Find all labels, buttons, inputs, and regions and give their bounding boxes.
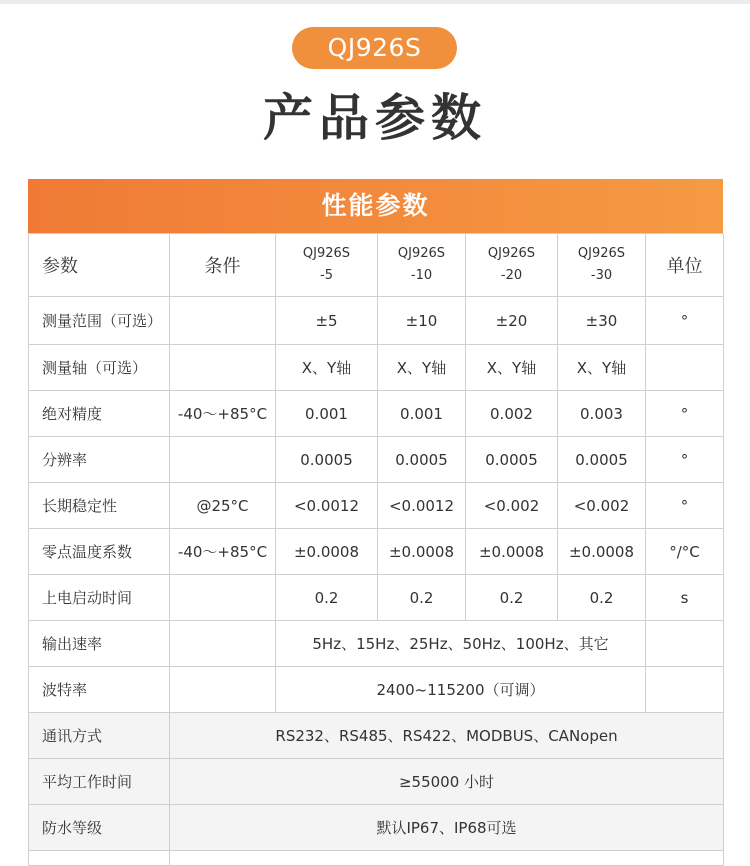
table-row — [29, 575, 724, 621]
table-row — [29, 345, 724, 391]
row-condition — [170, 437, 276, 483]
row-name: 通讯方式 — [29, 713, 170, 759]
table-row — [29, 297, 724, 345]
row-value: 0.0005 — [276, 437, 378, 483]
table-row — [29, 529, 724, 575]
row-value: X、Y轴 — [378, 345, 466, 391]
row-value: 5Hz、15Hz、25Hz、50Hz、100Hz、其它 — [276, 621, 646, 667]
row-value: X、Y轴 — [276, 345, 378, 391]
table-row-partial — [29, 851, 724, 866]
row-value: 0.0005 — [378, 437, 466, 483]
model-badge: QJ926S — [292, 27, 457, 69]
row-value: 0.2 — [558, 575, 646, 621]
table-row — [29, 483, 724, 529]
row-name: 长期稳定性 — [29, 483, 170, 529]
row-value: 0.001 — [378, 391, 466, 437]
row-value: ±0.0008 — [276, 529, 378, 575]
row-value: <0.0012 — [276, 483, 378, 529]
row-value: ±0.0008 — [466, 529, 558, 575]
row-name: 上电启动时间 — [29, 575, 170, 621]
row-value: <0.002 — [558, 483, 646, 529]
row-value: X、Y轴 — [466, 345, 558, 391]
row-unit — [646, 621, 724, 667]
table-row — [29, 805, 724, 851]
page-title: 产品参数 — [263, 88, 487, 147]
row-name: 绝对精度 — [29, 391, 170, 437]
table-row — [29, 759, 724, 805]
row-name: 平均工作时间 — [29, 759, 170, 805]
table-row — [29, 713, 724, 759]
table-row — [29, 437, 724, 483]
row-value: ±30 — [558, 297, 646, 345]
row-unit: ° — [646, 483, 724, 529]
top-divider — [0, 0, 750, 4]
row-condition: -40～+85°C — [170, 529, 276, 575]
spec-table-container — [28, 179, 723, 866]
row-value: ±0.0008 — [558, 529, 646, 575]
row-value: <0.002 — [466, 483, 558, 529]
row-value: <0.0012 — [378, 483, 466, 529]
row-unit: ° — [646, 297, 724, 345]
row-value: 0.0005 — [558, 437, 646, 483]
header-model: QJ926S -20 — [466, 234, 558, 297]
row-value: 0.2 — [466, 575, 558, 621]
row-unit: s — [646, 575, 724, 621]
row-name: 输出速率 — [29, 621, 170, 667]
row-value: 默认IP67、IP68可选 — [170, 805, 724, 851]
row-name: 分辨率 — [29, 437, 170, 483]
header-condition: 条件 — [170, 234, 276, 297]
row-value: 0.001 — [276, 391, 378, 437]
row-name: 测量轴（可选） — [29, 345, 170, 391]
row-value: ±10 — [378, 297, 466, 345]
row-value: X、Y轴 — [558, 345, 646, 391]
row-unit — [646, 345, 724, 391]
spec-table — [28, 233, 724, 866]
row-condition — [170, 575, 276, 621]
header-model: QJ926S -30 — [558, 234, 646, 297]
row-condition: @25°C — [170, 483, 276, 529]
table-header-row — [29, 234, 724, 297]
row-unit: °/°C — [646, 529, 724, 575]
row-value: 0.003 — [558, 391, 646, 437]
row-value: 0.2 — [378, 575, 466, 621]
row-value: RS232、RS485、RS422、MODBUS、CANopen — [170, 713, 724, 759]
table-banner: 性能参数 — [28, 179, 723, 233]
table-row — [29, 621, 724, 667]
row-condition: -40～+85°C — [170, 391, 276, 437]
row-unit — [646, 667, 724, 713]
row-name — [29, 851, 170, 866]
row-value: ±5 — [276, 297, 378, 345]
header-model: QJ926S -10 — [378, 234, 466, 297]
row-unit: ° — [646, 437, 724, 483]
row-value: 2400~115200（可调） — [276, 667, 646, 713]
row-value — [170, 851, 724, 866]
row-condition — [170, 667, 276, 713]
row-unit: ° — [646, 391, 724, 437]
row-name: 测量范围（可选） — [29, 297, 170, 345]
row-value: ±0.0008 — [378, 529, 466, 575]
table-row — [29, 667, 724, 713]
header-unit: 单位 — [646, 234, 724, 297]
row-condition — [170, 297, 276, 345]
row-name: 波特率 — [29, 667, 170, 713]
row-value: 0.2 — [276, 575, 378, 621]
row-value: ≥55000 小时 — [170, 759, 724, 805]
row-name: 防水等级 — [29, 805, 170, 851]
row-condition — [170, 621, 276, 667]
header-param: 参数 — [29, 234, 170, 297]
table-row — [29, 391, 724, 437]
row-value: ±20 — [466, 297, 558, 345]
header-model: QJ926S -5 — [276, 234, 378, 297]
row-value: 0.002 — [466, 391, 558, 437]
row-name: 零点温度系数 — [29, 529, 170, 575]
row-value: 0.0005 — [466, 437, 558, 483]
row-condition — [170, 345, 276, 391]
